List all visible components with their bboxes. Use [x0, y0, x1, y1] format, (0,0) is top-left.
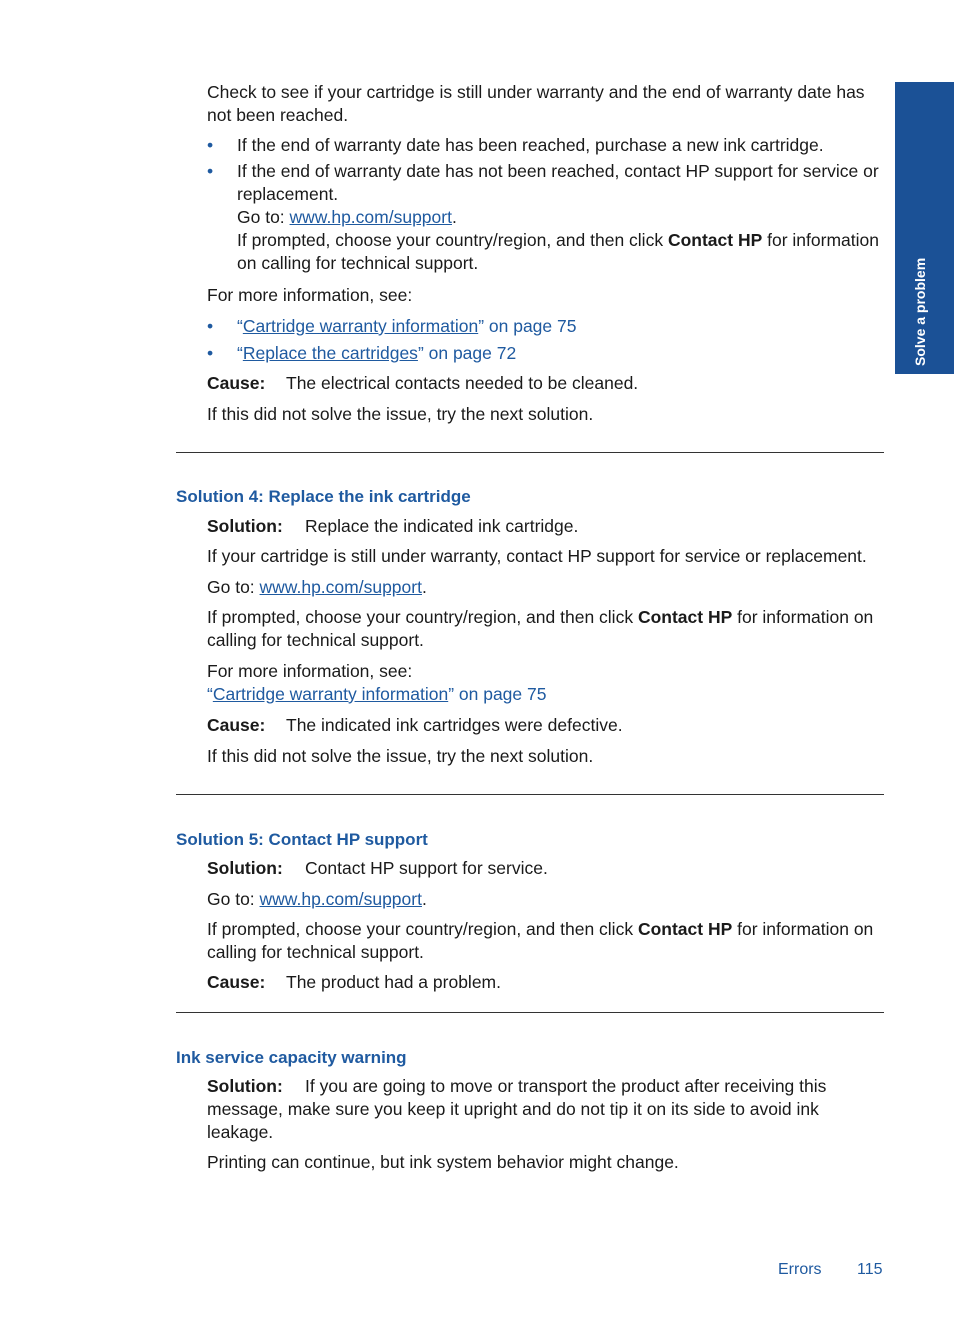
side-tab — [895, 82, 954, 374]
solution-4-heading: Solution 4: Replace the ink cartridge — [176, 487, 471, 506]
section-divider — [176, 1012, 884, 1013]
more-info-label: For more information, see: — [207, 661, 413, 681]
prompt-post: for information on calling for technical support. — [237, 230, 879, 273]
prompt-post: for information on calling for technical support. — [207, 607, 874, 650]
more-info-label: For more information, see: — [207, 285, 413, 305]
footer-section: Errors — [778, 1261, 822, 1278]
warranty-check-paragraph: Check to see if your cartridge is still under warranty and the end of warranty date has not been reached. — [207, 82, 865, 125]
prompt-text — [207, 918, 887, 964]
solution-line — [207, 1075, 867, 1144]
prompt-pre: If prompted, choose your country/region, and then click — [237, 230, 668, 250]
prompt-pre: If prompted, choose your country/region, and then click — [207, 919, 638, 939]
replace-cartridges-link[interactable]: Replace the cartridges — [242, 343, 418, 363]
bullet-icon: • — [207, 343, 214, 363]
warranty-info-link[interactable]: Cartridge warranty information — [212, 684, 449, 704]
section-divider — [176, 794, 884, 795]
quote-open: “ — [237, 316, 243, 336]
ink-warning-heading: Ink service capacity warning — [176, 1048, 407, 1067]
page-number: 115 — [857, 1261, 883, 1278]
goto-prefix: Go to: — [207, 889, 260, 909]
contact-hp-bold: Contact HP — [637, 919, 733, 939]
section-divider — [176, 452, 884, 453]
bullet-content — [237, 160, 887, 275]
support-link[interactable]: www.hp.com/support — [259, 577, 422, 597]
goto-prefix: Go to: — [237, 207, 290, 227]
more-info-block — [207, 660, 887, 706]
side-tab-label: Solve a problem — [912, 257, 928, 366]
solution-text: Replace the indicated ink cartridge. — [305, 516, 579, 536]
cause-label: Cause: — [207, 972, 266, 992]
next-solution-text: If this did not solve the issue, try the next solution. — [207, 746, 594, 766]
goto-suffix: . — [421, 577, 427, 597]
solution-line — [207, 857, 887, 880]
cause-line — [207, 372, 887, 395]
xref-warranty — [207, 683, 887, 706]
prompt-pre: If prompted, choose your country/region, and then click — [207, 607, 638, 627]
prompt-text — [237, 229, 887, 275]
goto-suffix: . — [421, 889, 427, 909]
support-link[interactable]: www.hp.com/support — [259, 889, 422, 909]
bullet-text: If the end of warranty date has been reached, purchase a new ink cartridge. — [237, 135, 824, 155]
goto-prefix: Go to: — [207, 577, 260, 597]
solution-label: Solution: — [207, 516, 283, 536]
xref-page: ” on page 75 — [448, 684, 547, 704]
cause-text: The electrical contacts needed to be cleaned. — [286, 373, 639, 393]
quote-open: “ — [237, 343, 243, 363]
bullet-text: If the end of warranty date has not been reached, contact HP support for service or replacement. — [237, 161, 879, 204]
goto-line — [207, 576, 887, 599]
solution-text: Contact HP support for service. — [305, 858, 548, 878]
cause-label: Cause: — [207, 715, 266, 735]
contact-hp-bold: Contact HP — [637, 607, 733, 627]
bullet-icon: • — [207, 135, 214, 155]
goto-line — [207, 888, 887, 911]
support-link[interactable]: www.hp.com/support — [289, 207, 452, 227]
bullet-icon: • — [207, 161, 214, 181]
goto-line — [237, 206, 887, 229]
solution-label: Solution: — [207, 858, 283, 878]
goto-suffix: . — [451, 207, 457, 227]
quote-open: “ — [207, 684, 213, 704]
warranty-text: If your cartridge is still under warranty, contact HP support for service or replacement. — [207, 546, 867, 566]
warranty-info-link[interactable]: Cartridge warranty information — [242, 316, 479, 336]
solution-line — [207, 515, 887, 538]
solution-label: Solution: — [207, 1076, 283, 1096]
cause-line — [207, 714, 887, 737]
xref-page: ” on page 75 — [478, 316, 577, 336]
next-solution-text: If this did not solve the issue, try the next solution. — [207, 404, 594, 424]
printing-text: Printing can continue, but ink system behavior might change. — [207, 1152, 679, 1172]
prompt-post: for information on calling for technical support. — [207, 919, 874, 962]
contact-hp-bold: Contact HP — [667, 230, 763, 250]
cause-line — [207, 971, 887, 994]
xref-replace — [237, 342, 887, 365]
solution-5-heading: Solution 5: Contact HP support — [176, 830, 428, 849]
cause-label: Cause: — [207, 373, 266, 393]
prompt-text — [207, 606, 887, 652]
cause-text: The indicated ink cartridges were defective. — [286, 715, 623, 735]
bullet-icon: • — [207, 316, 214, 336]
solution-text: If you are going to move or transport the product after receiving this message, make sure you keep it upright and do not tip it on its side to avoid ink leakage. — [207, 1076, 827, 1142]
xref-warranty — [237, 315, 887, 338]
cause-text: The product had a problem. — [286, 972, 501, 992]
xref-page: ” on page 72 — [417, 343, 517, 363]
